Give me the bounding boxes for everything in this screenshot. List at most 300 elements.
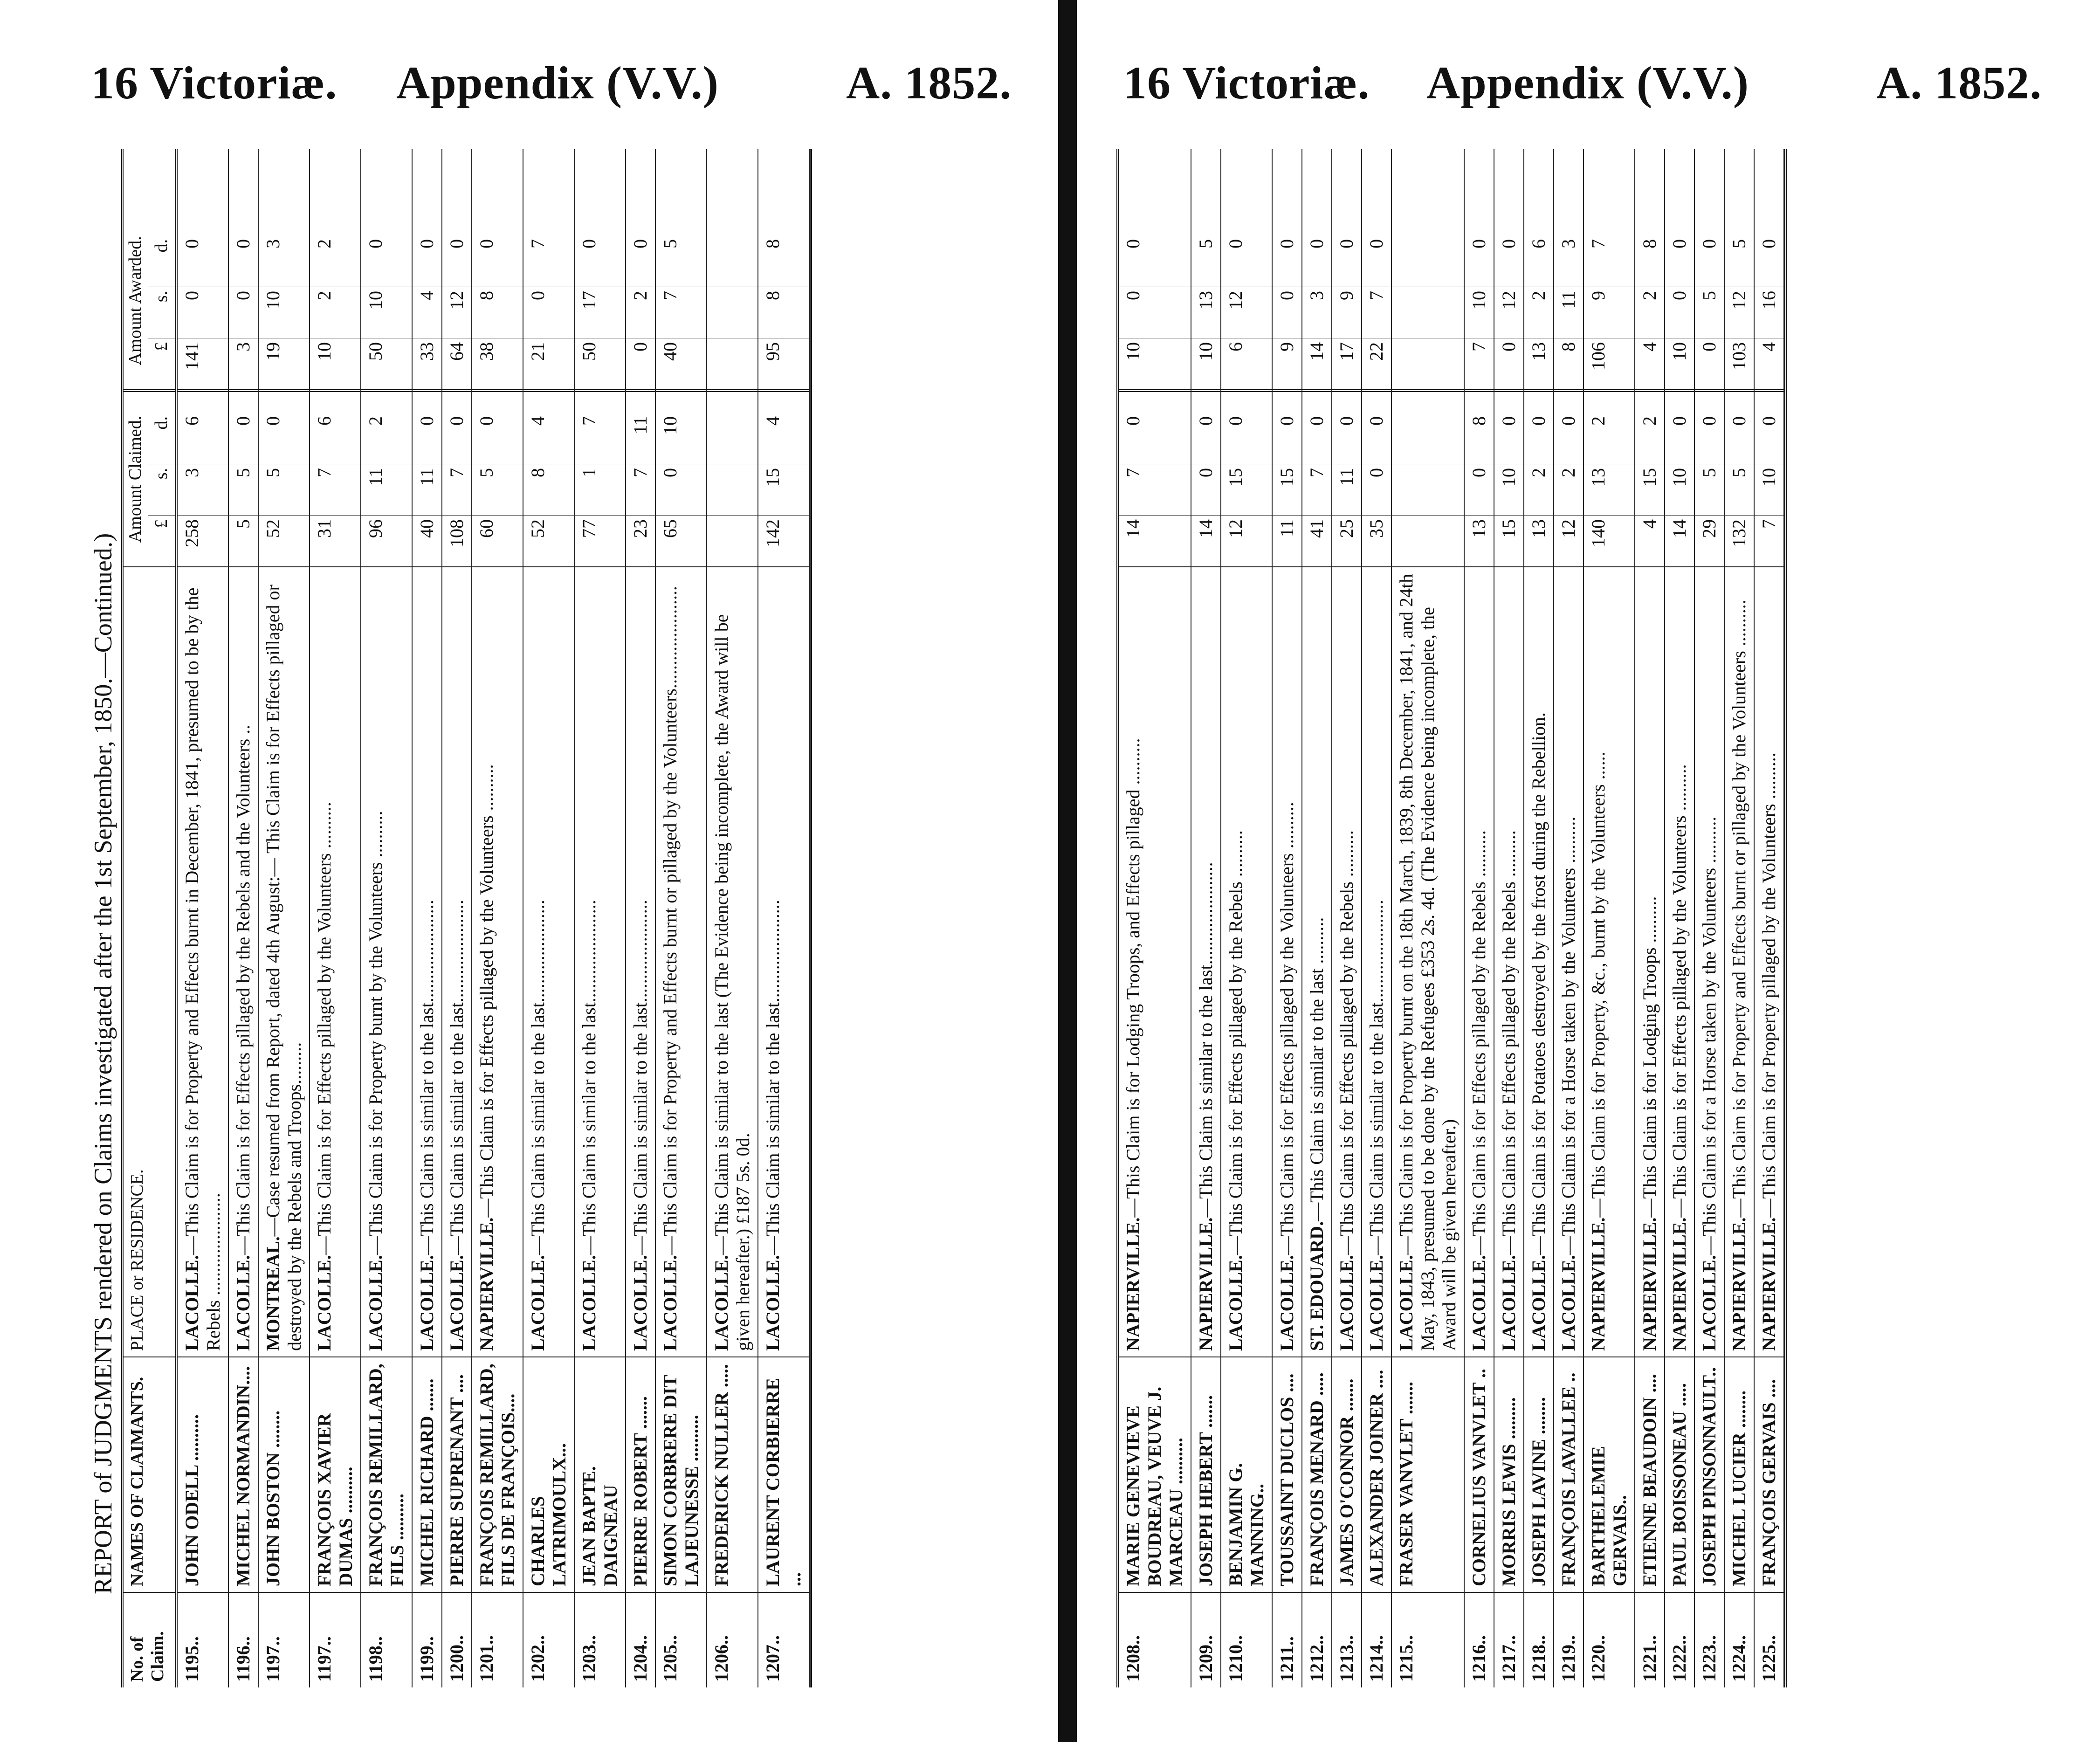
unit-pounds: £ xyxy=(148,515,176,566)
claim-description: —This Claim is for Effects pillaged by the Volunteers .......... xyxy=(1276,802,1297,1255)
table-row xyxy=(1554,149,1584,1687)
awarded-value: 0 xyxy=(446,239,468,248)
awarded-value: 141 xyxy=(178,338,228,389)
claim-number: 1213.. xyxy=(1332,1592,1361,1687)
claimant-name: BARTHELEMIE GERVAIS.. xyxy=(1584,1356,1634,1592)
place-name: NAPIERVILLE. xyxy=(1588,1217,1609,1351)
awarded-value: 0 xyxy=(229,287,258,338)
awarded-value: 0 xyxy=(476,239,497,248)
awarded-value xyxy=(1392,338,1464,389)
claim-description: —This Claim is similar to the last (The Evidence being incomplete, the Award will be given hereafter.) £187 5s. 0d. xyxy=(711,614,754,1351)
claim-description: —This Claim is for Property and Effects burnt or pillaged by the Volunteers .......... xyxy=(1728,599,1749,1218)
unit-pence: d. xyxy=(151,239,171,253)
awarded-value: 12 xyxy=(1725,287,1754,338)
table-row xyxy=(707,149,758,1687)
claim-description: —This Claim is for Property burnt by the Volunteers .......... xyxy=(365,811,386,1255)
table-row xyxy=(523,149,575,1687)
table-row xyxy=(1273,149,1302,1687)
claim-number: 1211.. xyxy=(1273,1592,1301,1687)
awarded-value: 10 xyxy=(1191,338,1220,389)
claimant-name: FRANÇOIS GERVAIS .... xyxy=(1755,1356,1783,1592)
claimed-value: 2 xyxy=(1639,416,1660,426)
claim-number: 1210.. xyxy=(1221,1592,1272,1687)
amount-awarded xyxy=(1554,212,1583,389)
amount-awarded xyxy=(1332,212,1361,389)
unit-pounds: £ xyxy=(148,338,176,389)
col-header-names: NAMES OF CLAIMANTS. xyxy=(124,1356,175,1592)
place-name: LACOLLE. xyxy=(1225,1255,1246,1351)
awarded-value: 14 xyxy=(1302,338,1331,389)
claim-description: —Case resumed from Report, dated 4th August:— This Claim is for Effects pillaged or destroyed by the Rebels and Troops......... xyxy=(262,585,305,1351)
claimed-value: 11 xyxy=(1332,464,1361,515)
place-name: LACOLLE. xyxy=(1558,1255,1579,1351)
claimant-name: MICHEL RICHARD ....... xyxy=(413,1356,441,1592)
amount-awarded xyxy=(1119,212,1191,389)
amount-awarded xyxy=(1584,212,1634,389)
claimant-name: JAMES O'CONNOR ....... xyxy=(1332,1356,1361,1592)
amount-claimed xyxy=(442,389,471,566)
place-name: NAPIERVILLE. xyxy=(476,1217,497,1351)
claimed-value: 10 xyxy=(1755,464,1783,515)
claimed-value: 52 xyxy=(259,515,309,566)
awarded-value: 10 xyxy=(1119,338,1191,389)
awarded-value: 3 xyxy=(262,239,284,248)
awarded-value: 10 xyxy=(1665,338,1694,389)
awarded-value: 0 xyxy=(1669,239,1690,248)
claimed-value: 5 xyxy=(229,464,258,515)
awarded-value: 0 xyxy=(1494,338,1523,389)
claimed-value: 0 xyxy=(1362,464,1391,515)
awarded-value: 8 xyxy=(472,287,523,338)
unit-shillings: s. xyxy=(148,287,176,338)
place-name: LACOLLE. xyxy=(1336,1255,1357,1351)
claimed-value: 11 xyxy=(413,464,441,515)
claim-description: —This Claim is for Property, &c., burnt by the Volunteers ...... xyxy=(1588,751,1609,1218)
claim-number: 1197.. xyxy=(259,1592,309,1687)
amount-claimed xyxy=(1695,389,1724,566)
claimed-value: 5 xyxy=(259,464,309,515)
claimed-value: 2 xyxy=(1588,416,1609,426)
claim-description: —This Claim is similar to the last...................... xyxy=(1195,862,1216,1218)
awarded-value: 0 xyxy=(1366,239,1387,248)
claimed-value xyxy=(707,515,757,566)
claim-description: —This Claim is for Effects pillaged by the Rebels .......... xyxy=(1468,830,1489,1255)
amount-awarded xyxy=(361,212,412,389)
right-header-year: A. 1852. xyxy=(1876,57,2042,109)
awarded-value: 17 xyxy=(575,287,625,338)
amount-claimed xyxy=(1332,389,1361,566)
place-name: LACOLLE. xyxy=(446,1255,468,1351)
claimed-value: 0 xyxy=(1728,416,1749,426)
place-name: LACOLLE. xyxy=(1366,1255,1387,1351)
awarded-value: 0 xyxy=(578,239,600,248)
claim-number: 1207.. xyxy=(758,1592,809,1687)
unit-pence: d. xyxy=(151,416,171,430)
claimed-value: 10 xyxy=(660,416,681,435)
place-description xyxy=(1465,566,1494,1356)
claimed-value: 4 xyxy=(762,416,784,426)
claim-number: 1216.. xyxy=(1465,1592,1494,1687)
awarded-value: 16 xyxy=(1755,287,1783,338)
amount-awarded xyxy=(758,212,809,389)
amount-awarded xyxy=(1191,212,1220,389)
table-row xyxy=(413,149,442,1687)
place-name: NAPIERVILLE. xyxy=(1122,1217,1143,1351)
table-row xyxy=(1584,149,1635,1687)
awarded-value: 11 xyxy=(1554,287,1583,338)
claimed-value: 13 xyxy=(1465,515,1494,566)
amount-awarded xyxy=(707,212,757,389)
awarded-value: 17 xyxy=(1332,338,1361,389)
claimed-value: 0 xyxy=(1276,416,1297,426)
claim-number: 1202.. xyxy=(523,1592,574,1687)
awarded-value: 64 xyxy=(442,338,471,389)
awarded-value: 8 xyxy=(1554,338,1583,389)
amount-claimed xyxy=(758,389,809,566)
claim-description: —This Claim is similar to the last...................... xyxy=(527,900,549,1255)
claim-number: 1200.. xyxy=(442,1592,471,1687)
claimed-value: 0 xyxy=(1669,416,1690,426)
claimant-name: LAURENT CORBIERRE ... xyxy=(758,1356,809,1592)
place-name: LACOLLE. xyxy=(181,1255,203,1351)
claim-number: 1218.. xyxy=(1524,1592,1553,1687)
claimed-value: 12 xyxy=(1554,515,1583,566)
awarded-value: 0 xyxy=(626,338,655,389)
claimed-value: 96 xyxy=(361,515,412,566)
claimant-name: ALEXANDER JOINER .... xyxy=(1362,1356,1391,1592)
awarded-value: 4 xyxy=(1635,338,1664,389)
place-description xyxy=(1221,566,1272,1356)
place-description xyxy=(1695,566,1724,1356)
awarded-value: 7 xyxy=(1362,287,1391,338)
claimed-value: 52 xyxy=(523,515,574,566)
table-row xyxy=(1191,149,1221,1687)
awarded-value xyxy=(707,338,757,389)
table-header-row xyxy=(124,149,178,1687)
amount-awarded xyxy=(1755,212,1783,389)
claimed-value: 0 xyxy=(1191,464,1220,515)
place-description xyxy=(707,566,757,1356)
left-header-appendix: Appendix (V.V.) xyxy=(396,57,719,109)
place-name: LACOLLE. xyxy=(233,1255,254,1351)
claimed-value: 5 xyxy=(1695,464,1724,515)
amount-claimed xyxy=(523,389,574,566)
awarded-value: 5 xyxy=(1728,239,1749,248)
place-description xyxy=(1191,566,1220,1356)
amount-awarded xyxy=(442,212,471,389)
awarded-value: 0 xyxy=(1276,239,1297,248)
awarded-value: 7 xyxy=(656,287,706,338)
awarded-value: 0 xyxy=(1122,239,1143,248)
awarded-value: 0 xyxy=(1336,239,1357,248)
claimant-name: BENJAMIN G. MANNING.. xyxy=(1221,1356,1272,1592)
claimed-value: 2 xyxy=(365,416,386,426)
col-header-awarded xyxy=(124,212,175,389)
claimed-value: 5 xyxy=(229,515,258,566)
awarded-value: 50 xyxy=(575,338,625,389)
claimed-value xyxy=(1392,464,1464,515)
claimed-value: 7 xyxy=(442,464,471,515)
place-description xyxy=(1392,566,1464,1356)
claim-number: 1212.. xyxy=(1302,1592,1331,1687)
claimed-value: 1 xyxy=(575,464,625,515)
awarded-value: 103 xyxy=(1725,338,1754,389)
amount-claimed xyxy=(178,389,228,566)
claimant-name: ETIENNE BEAUDOIN .... xyxy=(1635,1356,1664,1592)
awarded-value: 106 xyxy=(1584,338,1634,389)
claimant-name: FRANÇOIS LAVALLEE .. xyxy=(1554,1356,1583,1592)
place-name: LACOLLE. xyxy=(762,1255,784,1351)
claimed-value xyxy=(1392,413,1464,464)
awarded-value: 33 xyxy=(413,338,441,389)
table-row xyxy=(656,149,707,1687)
awarded-value: 0 xyxy=(365,239,386,248)
awarded-value: 10 xyxy=(361,287,412,338)
claimed-value: 65 xyxy=(656,515,706,566)
amount-awarded xyxy=(1635,212,1664,389)
awarded-value: 0 xyxy=(630,239,651,248)
table-row xyxy=(758,149,810,1687)
place-name: LACOLLE. xyxy=(1276,1255,1297,1351)
place-description xyxy=(472,566,523,1356)
amount-awarded xyxy=(1362,212,1391,389)
amount-awarded xyxy=(1665,212,1694,389)
amount-awarded xyxy=(575,212,625,389)
amount-claimed xyxy=(1191,389,1220,566)
amount-claimed xyxy=(1302,389,1331,566)
claimed-value: 15 xyxy=(758,464,809,515)
awarded-value: 2 xyxy=(626,287,655,338)
place-description xyxy=(1665,566,1694,1356)
place-name: LACOLLE. xyxy=(314,1255,335,1351)
claimed-value: 23 xyxy=(626,515,655,566)
awarded-value: 5 xyxy=(1195,239,1216,248)
claimed-value: 8 xyxy=(523,464,574,515)
claimed-value: 7 xyxy=(310,464,360,515)
claim-number: 1198.. xyxy=(361,1592,412,1687)
awarded-value: 5 xyxy=(1695,287,1724,338)
claimed-value: 6 xyxy=(314,416,335,426)
claim-description: —This Claim is similar to the last...................... xyxy=(416,900,438,1255)
claimed-value: 35 xyxy=(1362,515,1391,566)
place-name: NAPIERVILLE. xyxy=(1639,1217,1660,1351)
claimed-value xyxy=(1392,515,1464,566)
place-name: NAPIERVILLE. xyxy=(1669,1217,1690,1351)
table-row xyxy=(1332,149,1362,1687)
claimed-value: 60 xyxy=(472,515,523,566)
amount-awarded xyxy=(1302,212,1331,389)
amount-awarded xyxy=(472,212,523,389)
table-row xyxy=(472,149,523,1687)
claim-description: —This Claim is for Lodging Troops, and Effects pillaged .......... xyxy=(1122,738,1143,1218)
amount-claimed xyxy=(1665,389,1694,566)
claimed-value: 15 xyxy=(1221,464,1272,515)
awarded-value: 9 xyxy=(1332,287,1361,338)
claimed-value: 3 xyxy=(178,464,228,515)
amount-claimed xyxy=(1755,389,1783,566)
awarded-value: 7 xyxy=(527,239,549,248)
place-name: LACOLLE. xyxy=(1498,1255,1519,1351)
claim-description: —This Claim is for Lodging Troops .......... xyxy=(1639,896,1660,1218)
amount-awarded xyxy=(626,212,655,389)
claim-number: 1215.. xyxy=(1392,1592,1464,1687)
claimed-value: 132 xyxy=(1725,515,1754,566)
awarded-value: 0 xyxy=(1498,239,1519,248)
awarded-value: 10 xyxy=(259,287,309,338)
claimant-name: PIERRE ROBERT ....... xyxy=(626,1356,655,1592)
awarded-value: 12 xyxy=(1494,287,1523,338)
claim-number: 1225.. xyxy=(1755,1592,1783,1687)
amount-awarded xyxy=(229,212,258,389)
amount-awarded xyxy=(1392,212,1464,389)
amount-awarded xyxy=(310,212,360,389)
amount-claimed xyxy=(413,389,441,566)
place-description xyxy=(229,566,258,1356)
awarded-value: 0 xyxy=(1306,239,1327,248)
amount-claimed xyxy=(472,389,523,566)
claimed-value: 11 xyxy=(630,416,651,434)
place-name: LACOLLE. xyxy=(630,1255,651,1351)
claim-number: 1196.. xyxy=(229,1592,258,1687)
claimant-name: PAUL BOISSONEAU ..... xyxy=(1665,1356,1694,1592)
place-description xyxy=(656,566,706,1356)
claimant-name: FRANÇOIS REMILLARD, FILS DE FRANÇOIS.... xyxy=(472,1356,523,1592)
amount-claimed xyxy=(1524,389,1553,566)
table-row xyxy=(1392,149,1465,1687)
place-name: LACOLLE. xyxy=(1528,1255,1549,1351)
claimed-value: 0 xyxy=(1699,416,1720,426)
place-description xyxy=(575,566,625,1356)
claimant-name: MARIE GENEVIEVE BOUDREAU, VEUVE J. MARCEAU .......... xyxy=(1119,1356,1191,1592)
claim-number: 1203.. xyxy=(575,1592,625,1687)
table-row xyxy=(1755,149,1784,1687)
place-description xyxy=(1524,566,1553,1356)
place-name: NAPIERVILLE. xyxy=(1758,1217,1779,1351)
amount-awarded xyxy=(178,212,228,389)
awarded-value: 38 xyxy=(472,338,523,389)
claimant-name: FREDERICK NULLER ..... xyxy=(707,1356,757,1592)
claimed-value: 29 xyxy=(1695,515,1724,566)
claimed-value: 0 xyxy=(1528,416,1549,426)
table-row xyxy=(1635,149,1665,1687)
claimed-value: 7 xyxy=(578,416,600,426)
table-row xyxy=(361,149,413,1687)
awarded-value: 3 xyxy=(1302,287,1331,338)
claim-description: —This Claim is for a Horse taken by the Volunteers .......... xyxy=(1558,816,1579,1255)
amount-claimed xyxy=(1494,389,1523,566)
claimed-value: 2 xyxy=(1524,464,1553,515)
claim-number: 1197.. xyxy=(310,1592,360,1687)
place-name: NAPIERVILLE. xyxy=(1728,1217,1749,1351)
place-description xyxy=(758,566,809,1356)
awarded-value: 7 xyxy=(1465,338,1494,389)
awarded-value: 4 xyxy=(1755,338,1783,389)
claim-description: —This Claim is for Effects pillaged by the Rebels .......... xyxy=(1336,830,1357,1255)
awarded-value: 21 xyxy=(523,338,574,389)
amount-claimed xyxy=(1273,389,1301,566)
claim-description: —This Claim is similar to the last...................... xyxy=(1366,900,1387,1255)
right-header-victoriae: 16 Victoriæ. xyxy=(1123,57,1370,109)
awarded-value: 0 xyxy=(233,239,254,248)
awarded-value: 7 xyxy=(1588,239,1609,248)
awarded-value: 50 xyxy=(361,338,412,389)
claimed-value: 31 xyxy=(310,515,360,566)
col-header-claimed-label: Amount Claimed. xyxy=(125,415,145,543)
right-page xyxy=(1084,0,2100,1742)
claimed-value: 0 xyxy=(1465,464,1494,515)
table-row xyxy=(442,149,472,1687)
claimed-value: 4 xyxy=(1635,515,1664,566)
amount-awarded xyxy=(1465,212,1494,389)
awarded-value: 22 xyxy=(1362,338,1391,389)
claim-description: —This Claim is similar to the last...................... xyxy=(630,900,651,1255)
awarded-value: 0 xyxy=(1119,287,1191,338)
claimed-value: 0 xyxy=(656,464,706,515)
place-description xyxy=(259,566,309,1356)
claimed-value: 0 xyxy=(1225,416,1246,426)
place-description xyxy=(1725,566,1754,1356)
awarded-value: 0 xyxy=(1225,239,1246,248)
awarded-value: 0 xyxy=(1699,239,1720,248)
col-header-awarded-label: Amount Awarded. xyxy=(125,236,145,365)
claimed-value: 11 xyxy=(1273,515,1301,566)
claim-number: 1204.. xyxy=(626,1592,655,1687)
right-table xyxy=(1116,149,1787,1687)
claimed-value: 7 xyxy=(1302,464,1331,515)
col-header-claimed xyxy=(124,389,175,566)
place-description xyxy=(1584,566,1634,1356)
amount-claimed xyxy=(1465,389,1494,566)
claimant-name: CORNELIUS VANVLET .. xyxy=(1465,1356,1494,1592)
amount-claimed xyxy=(310,389,360,566)
awarded-value: 2 xyxy=(314,239,335,248)
claimed-value: 0 xyxy=(476,416,497,426)
awarded-value: 0 xyxy=(1695,338,1724,389)
awarded-value: 13 xyxy=(1524,338,1553,389)
amount-claimed xyxy=(656,389,706,566)
table-row xyxy=(1494,149,1524,1687)
awarded-value: 40 xyxy=(656,338,706,389)
claimed-value: 2 xyxy=(1554,464,1583,515)
right-header-appendix: Appendix (V.V.) xyxy=(1426,57,1749,109)
amount-claimed xyxy=(1584,389,1634,566)
claimed-value: 10 xyxy=(1665,464,1694,515)
awarded-value: 10 xyxy=(1465,287,1494,338)
claimed-value: 0 xyxy=(1366,416,1387,426)
claimed-value: 4 xyxy=(527,416,549,426)
claim-number: 1209.. xyxy=(1191,1592,1220,1687)
col-header-place: PLACE or RESIDENCE. xyxy=(124,566,175,1356)
place-description xyxy=(310,566,360,1356)
awarded-value: 0 xyxy=(1468,239,1489,248)
table-row xyxy=(229,149,259,1687)
place-description xyxy=(361,566,412,1356)
claim-number: 1224.. xyxy=(1725,1592,1754,1687)
awarded-value: 19 xyxy=(259,338,309,389)
claimed-value: 11 xyxy=(361,464,412,515)
table-row xyxy=(1221,149,1273,1687)
awarded-value xyxy=(707,287,757,338)
awarded-value: 0 xyxy=(416,239,438,248)
claimed-value: 15 xyxy=(1635,464,1664,515)
claimed-value: 10 xyxy=(1494,464,1523,515)
amount-claimed xyxy=(1554,389,1583,566)
amount-claimed xyxy=(1392,389,1464,566)
amount-claimed xyxy=(229,389,258,566)
place-name: LACOLLE. xyxy=(578,1255,600,1351)
table-row xyxy=(575,149,626,1687)
amount-claimed xyxy=(259,389,309,566)
